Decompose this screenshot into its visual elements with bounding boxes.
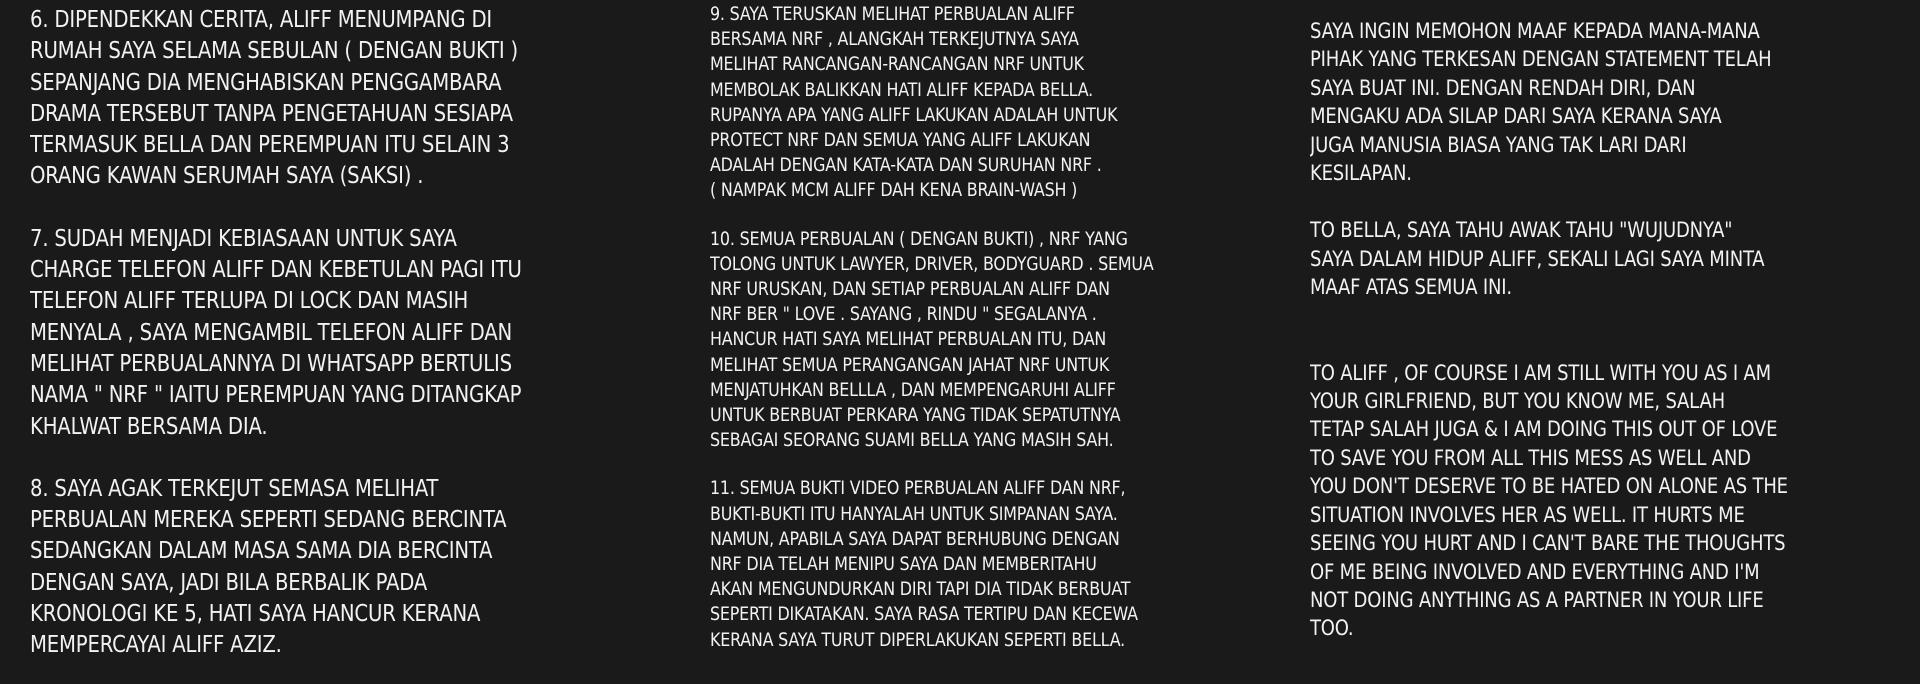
paragraph-8: 8. SAYA AGAK TERKEJUT SEMASA MELIHAT PERBUALAN MEREKA SEPERTI SEDANG BERCINTA SEDANGKAN DALAM MASA SAMA DIA BERCINTA DENGAN SAYA, JADI BILA BERBALIK PADA KRONOLOGI KE 5, HATI SAYA HANCUR KERANA MEMPERCAYAI ALIFF AZIZ.: [30, 473, 507, 659]
column-right: [1310, 18, 1910, 684]
to-bella-paragraph: TO BELLA, SAYA TAHU AWAK TAHU "WUJUDNYA" SAYA DALAM HIDUP ALIFF, SEKALI LAGI SAYA MINTA MAAF ATAS SEMUA INI.: [1310, 218, 1765, 301]
column-middle: [710, 2, 1270, 668]
paragraph-11: 11. SEMUA BUKTI VIDEO PERBUALAN ALIFF DAN NRF, BUKTI-BUKTI ITU HANYALAH UNTUK SIMPANAN SAYA. NAMUN, APABILA SAYA DAPAT BERHUBUNG DENGAN NRF DIA TELAH MENIPU SAYA DAN MEMBERITAHU AKAN MENGUNDURKAN DIRI TAPI DIA TIDAK BERBUAT SEPERTI DIKATAKAN. SAYA RASA TERTIPU DAN KECEWA KERANA SAYA TURUT DIPERLAKUKAN SEPERTI BELLA.: [710, 477, 1138, 651]
column-left: [30, 4, 670, 670]
paragraph-6: 6. DIPENDEKKAN CERITA, ALIFF MENUMPANG DI RUMAH SAYA SELAMA SEBULAN ( DENGAN BUKTI ) SEPANJANG DIA MENGHABISKAN PENGGAMBARA DRAMA TERSEBUT TANPA PENGETAHUAN SESIAPA TERMASUK BELLA DAN PEREMPUAN ITU SELAIN 3 ORANG KAWAN SERUMAH SAYA (SAKSI) .: [30, 5, 519, 190]
paragraph-10: 10. SEMUA PERBUALAN ( DENGAN BUKTI) , NRF YANG TOLONG UNTUK LAWYER, DRIVER, BODYGUARD . SEMUA NRF URUSKAN, DAN SETIAP PERBUALAN ALIFF DAN NRF BER " LOVE . SAYANG , RINDU " SEGALANYA . HANCUR HATI SAYA MELIHAT PERBUALAN ITU, DAN MELIHAT SEMUA PERANGANGAN JAHAT NRF UNTUK MENJATUHKAN BELLLA , DAN MEMPENGARUHI ALIFF UNTUK BERBUAT PERKARA YANG TIDAK SEPATUTNYA SEBAGAI SEORANG SUAMI BELLA YANG MASIH SAH.: [710, 227, 1154, 452]
to-aliff-paragraph: TO ALIFF , OF COURSE I AM STILL WITH YOU AS I AM YOUR GIRLFRIEND, BUT YOU KNOW ME, SALAH TETAP SALAH JUGA & I AM DOING THIS OUT OF LOVE TO SAVE YOU FROM ALL THIS MESS AS WELL AND YOU DON'T DESERVE TO BE HATED ON ALONE AS THE SITUATION INVOLVES HER AS WELL. IT HURTS ME SEEING YOU HURT AND I CAN'T BARE THE THOUGHTS OF ME BEING INVOLVED AND EVERYTHING AND I'M NOT DOING ANYTHING AS A PARTNER IN YOUR LIFE TOO.: [1310, 360, 1788, 642]
paragraph-7: 7. SUDAH MENJADI KEBIASAAN UNTUK SAYA CHARGE TELEFON ALIFF DAN KEBETULAN PAGI ITU TELEFON ALIFF TERLUPA DI LOCK DAN MASIH MENYALA , SAYA MENGAMBIL TELEFON ALIFF DAN MELIHAT PERBUALANNYA DI WHATSAPP BERTULIS NAMA " NRF " IAITU PEREMPUAN YANG DITANGKAP KHALWAT BERSAMA DIA.: [30, 223, 522, 440]
paragraph-spacer: [1310, 332, 1910, 360]
paragraph-9: 9. SAYA TERUSKAN MELIHAT PERBUALAN ALIFF BERSAMA NRF , ALANGKAH TERKEJUTNYA SAYA MELIHAT RANCANGAN-RANCANGAN NRF UNTUK MEMBOLAK BALIKKAN HATI ALIFF KEPADA BELLA. RUPANYA APA YANG ALIFF LAKUKAN ADALAH UNTUK PROTECT NRF DAN SEMUA YANG ALIFF LAKUKAN ADALAH DENGAN KATA-KATA DAN SURUHAN NRF . ( NAMPAK MCM ALIFF DAH KENA BRAIN-WASH ): [710, 3, 1118, 202]
apology-paragraph: SAYA INGIN MEMOHON MAAF KEPADA MANA-MANA PIHAK YANG TERKESAN DENGAN STATEMENT TELAH SAYA BUAT INI. DENGAN RENDAH DIRI, DAN MENGAKU ADA SILAP DARI SAYA KERANA SAYA JUGA MANUSIA BIASA YANG TAK LARI DARI KESILAPAN.: [1310, 19, 1772, 187]
